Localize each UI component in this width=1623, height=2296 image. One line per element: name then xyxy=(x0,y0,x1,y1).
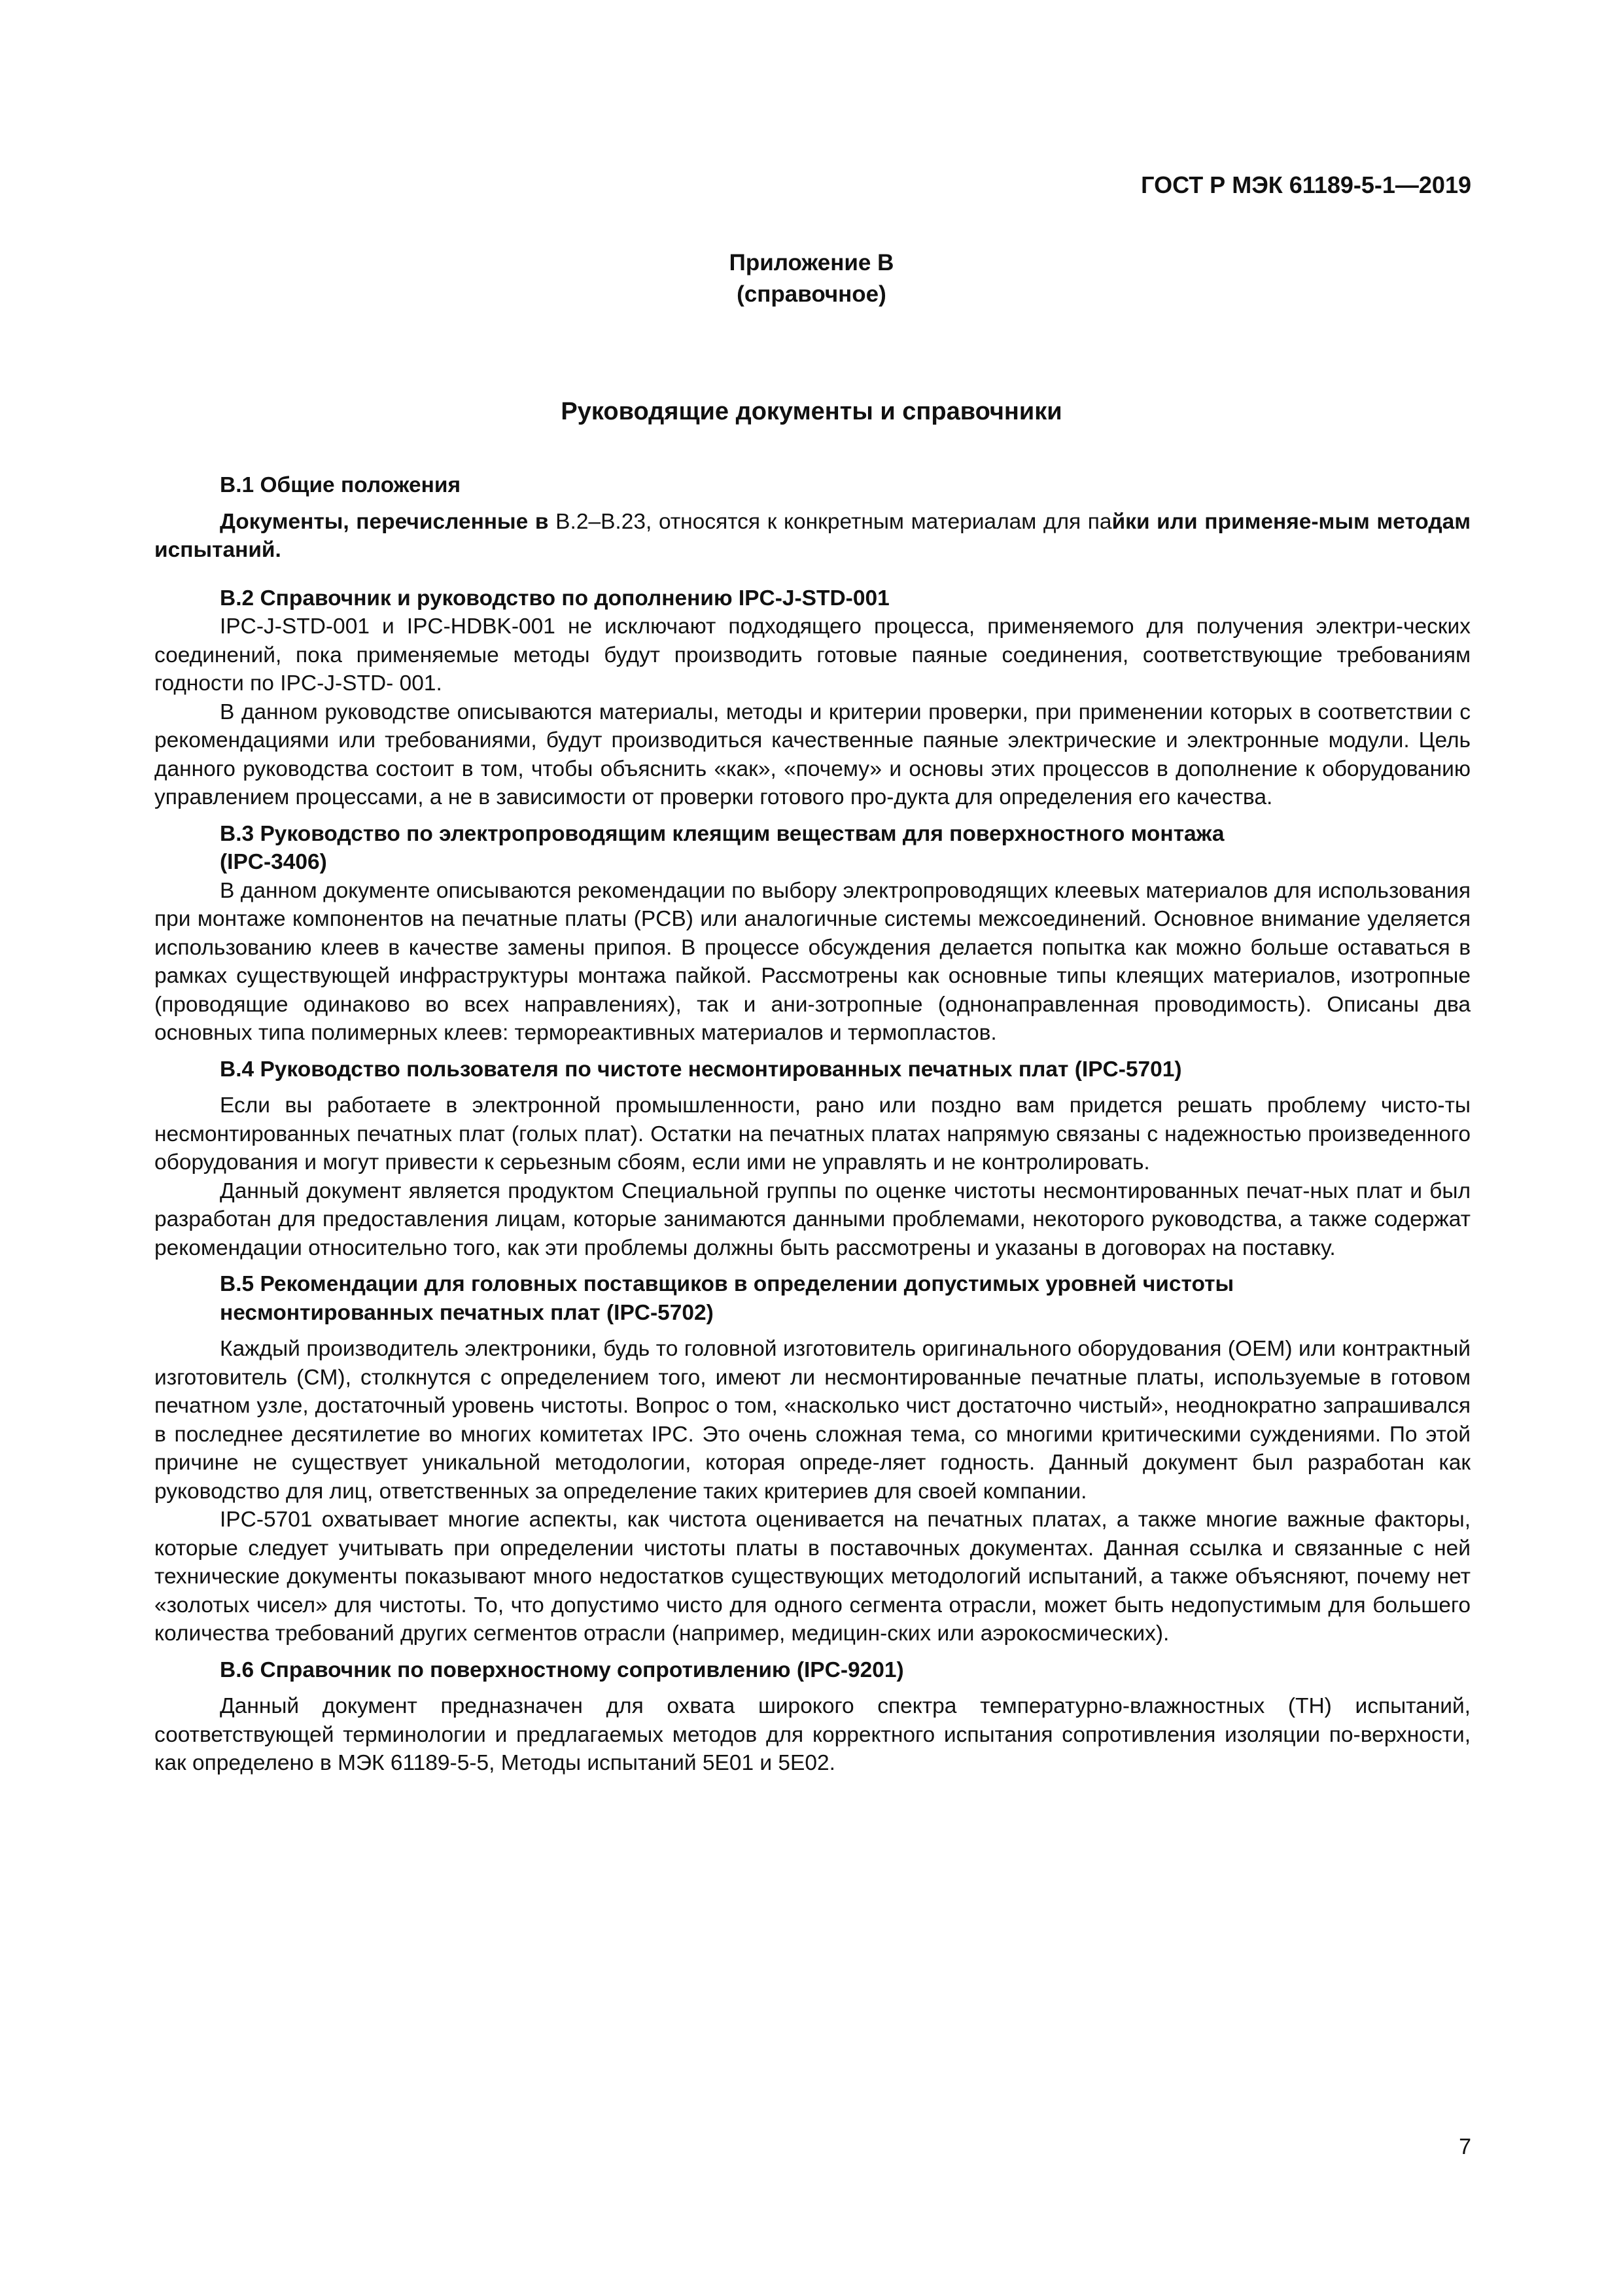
section-heading-b1: В.1 Общие положения xyxy=(220,473,461,497)
intro-bold-start: Документы, перечисленные в xyxy=(220,509,549,534)
section-b2-paragraph-1: IPC-J-STD-001 и IPC-HDBK-001 не исключают подходящего процесса, применяемого для получения электри-ческих соединений, пока применяемые методы будут производить готовые паяные соединения, соответствующие требованиям годности по IPC-J-STD- 001. xyxy=(154,614,1471,696)
section-b3-paragraph-1: В данном документе описываются рекомендации по выбору электропроводящих клеевых материалов для использования при монтаже компонентов на печатные платы (PCB) или аналогичные системы межсоединений. Основное внимание уделяется использованию клеев в качестве замены припоя. В процессе обсуждения делается попытка как можно больше оставаться в рамках существующей инфраструктуры монтажа пайкой. Рассмотрены как основные типы клеящих материалов, изотропные (проводящие одинаково во всех направлениях), так и ани-зотропные (однонаправленная проводимость). Описаны два основных типа полимерных клеев: термореактивных материалов и термопластов. xyxy=(154,878,1471,1045)
section-heading-b5 xyxy=(154,1270,1471,1327)
page-number: 7 xyxy=(1459,2134,1471,2159)
section-b1-paragraph xyxy=(154,508,1471,565)
section-heading-b5-line-2: несмонтированных печатных плат (IPC-5702) xyxy=(220,1300,714,1325)
appendix-kind: (справочное) xyxy=(737,281,886,307)
intro-bold-end: йки или применяе-мым методам испытаний. xyxy=(154,509,1471,562)
section-b4-paragraph-2: Данный документ является продуктом Специальной группы по оценке чистоты несмонтированных печат-ных плат и был разработан для предоставления лицам, которые занимаются данными проблемами, некоторого руководства, а также содержат рекомендации относительно того, как эти проблемы должны быть рассмотрены и указаны в договорах на поставку. xyxy=(154,1178,1471,1260)
section-heading-b3 xyxy=(154,820,1471,877)
section-b2-paragraph-2: В данном руководстве описываются материалы, методы и критерии проверки, при применении которых в соответствии с рекомендациями или требованиями, будут производиться качественные паяные электрические и электронные модули. Цель данного руководства состоит в том, чтобы объяснить «как», «почему» и основы этих процессов в дополнение к оборудованию управлением процессами, а не в зависимости от проверки готового про-дукта для определения его качества. xyxy=(154,699,1471,809)
section-b4-paragraph-1: Если вы работаете в электронной промышленности, рано или поздно вам придется решать проблему чисто-ты несмонтированных печатных плат (голых плат). Остатки на печатных платах напрямую связаны с надежностью произведенного оборудования и могут привести к серьезным сбоям, если ими не управлять и не контролировать. xyxy=(154,1093,1471,1174)
standard-designation: ГОСТ Р МЭК 61189-5-1—2019 xyxy=(1141,171,1471,198)
section-b6-paragraph-1: Данный документ предназначен для охвата широкого спектра температурно-влажностных (TH) испытаний, соответствующей терминологии и предлагаемых методов для корректного испытания сопротивления изоляции по-верхности, как определено в МЭК 61189-5-5, Методы испытаний 5E01 и 5E02. xyxy=(154,1694,1471,1775)
appendix-heading xyxy=(0,247,1623,310)
section-b5-paragraph-1: Каждый производитель электроники, будь то головной изготовитель оригинального оборудования (OEM) или контрактный изготовитель (CM), столкнутся с определением того, имеют ли несмонтированные печатные платы, используемые в готовом печатном узле, достаточный уровень чистоты. Вопрос о том, «насколько чист достаточно чистый», неоднократно запрашивался в последнее десятилетие во многих комитетах IPC. Это очень сложная тема, со многими критическими суждениями. По этой причине не существует уникальной методологии, которая опреде-ляет годность. Данный документ был разработан как руководство для лиц, ответственных за определение таких критериев для своей компании. xyxy=(154,1337,1471,1504)
section-heading-b4: В.4 Руководство пользователя по чистоте несмонтированных печатных плат (IPC-5701) xyxy=(220,1057,1182,1082)
section-heading-b5-line-1: В.5 Рекомендации для головных поставщиков в определении допустимых уровней чистоты xyxy=(220,1272,1234,1296)
section-heading-b2: В.2 Справочник и руководство по дополнению IPC-J-STD-001 xyxy=(220,586,890,610)
section-heading-b3-line-1: В.3 Руководство по электропроводящим клеящим веществам для поверхностного монтажа xyxy=(220,821,1225,846)
section-heading-b6: В.6 Справочник по поверхностному сопротивлению (IPC-9201) xyxy=(220,1657,904,1682)
section-heading-b3-line-2: (IPC-3406) xyxy=(220,850,327,874)
appendix-title: Руководящие документы и справочники xyxy=(561,398,1062,425)
document-body xyxy=(154,471,1471,1778)
section-b5-paragraph-2: IPC-5701 охватывает многие аспекты, как чистота оценивается на печатных платах, а также многие важные факторы, которые следует учитывать при определении чистоты платы в поставочных документах. Данная ссылка и связанные с ней технические документы показывают много недостатков существующих методологий испытаний, а также объясняют, почему нет «золотых чисел» для чистоты. То, что допустимо чисто для одного сегмента отрасли, может быть недопустимым для большего количества требований других сегментов отрасли (например, медицин-ских или аэрокосмических). xyxy=(154,1508,1471,1646)
intro-regular: В.2–В.23, относятся к конкретным материалам для па xyxy=(548,509,1112,534)
appendix-label: Приложение В xyxy=(729,250,894,275)
